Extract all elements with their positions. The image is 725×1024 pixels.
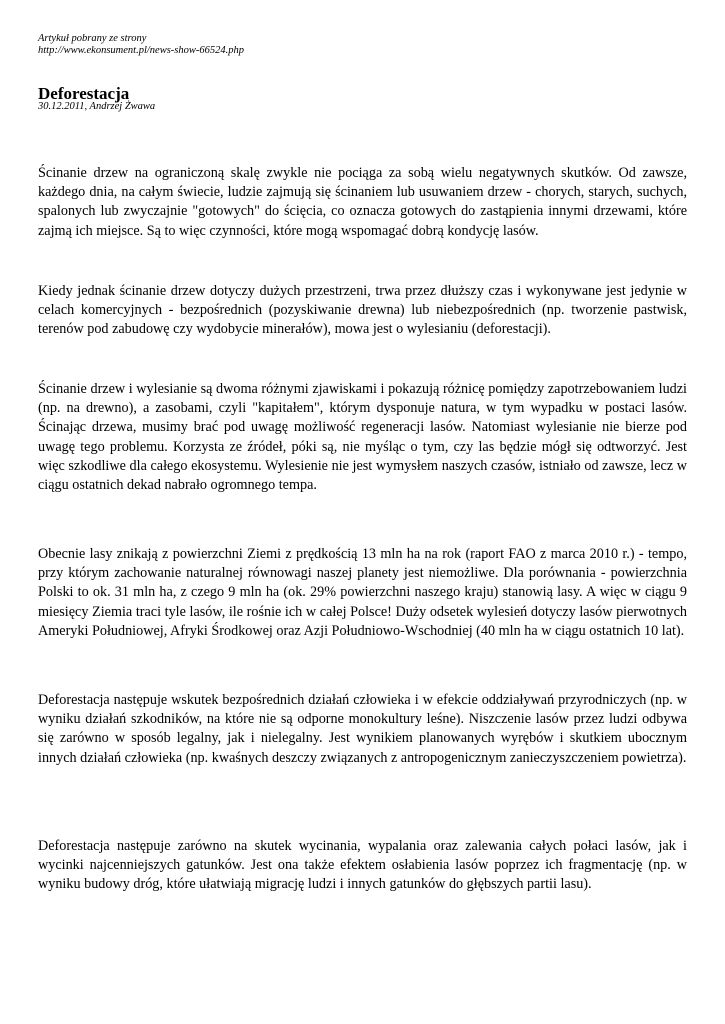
source-label: Artykuł pobrany ze strony [38,33,147,44]
article-date-author: 30.12.2011, Andrzej Żwawa [38,101,156,112]
article-paragraph-6: Deforestacja następuje zarówno na skutek wycinania, wypalania oraz zalewania całych połaci lasów, jak i wycinki najcenniejszych gatunków. Jest ona także efektem osłabienia lasów poprzez ich fragmentację (np. w wyniku budowy dróg, które ułatwiają migrację ludzi i innych gatunków do głębszych partii lasu). [38,838,687,893]
article-title: Deforestacja [38,84,130,103]
source-url: http://www.ekonsument.pl/news-show-66524.php [38,45,245,56]
source-note [38,33,244,57]
article-paragraph-3: Ścinanie drzew i wylesianie są dwoma różnymi zjawiskami i pokazują różnicę pomiędzy zapotrzebowaniem ludzi (np. na drewno), a zasobami, czyli "kapitałem", którym dysponuje natura, w tym wypadku w postaci lasów. Ścinając drzewa, musimy brać pod uwagę możliwość regeneracji lasów. Natomiast wylesianie nie bierze pod uwagę tego problemu. Korzysta ze źródeł, póki są, nie myśląc o tym, czy las będzie mógł się odtworzyć. Jest więc szkodliwe dla całego ekosystemu. Wylesienie nie jest wymysłem naszych czasów, istniało od zawsze, lecz w ciągu ostatnich dekad nabrało ogromnego tempa. [38,381,687,494]
article-paragraph-1: Ścinanie drzew na ograniczoną skalę zwykle nie pociąga za sobą wielu negatywnych skutków. Od zawsze, każdego dnia, na całym świecie, ludzie zajmują się ścinaniem lub usuwaniem drzew - chorych, starych, suchych, spalonych lub zwyczajnie "gotowych" do ścięcia, co oznacza gotowych do zastąpienia innymi drzewami, które zajmą ich miejsce. Są to więc czynności, które mogą wspomagać dobrą kondycję lasów. [38,165,687,239]
article-paragraph-5: Deforestacja następuje wskutek bezpośrednich działań człowieka i w efekcie oddziaływań przyrodniczych (np. w wyniku działań szkodników, na które nie są odporne monokultury leśne). Niszczenie lasów przez ludzi odbywa się zarówno w sposób legalny, jak i nielegalny. Jest wynikiem planowanych wyrębów i skutkiem ubocznym innych działań człowieka (np. kwaśnych deszczy związanych z antropogenicznym zanieczyszczeniem powietrza). [38,692,687,766]
article-paragraph-4: Obecnie lasy znikają z powierzchni Ziemi z prędkością 13 mln ha na rok (raport FAO z marca 2010 r.) - tempo, przy którym zachowanie naturalnej równowagi naszej planety jest niemożliwe. Dla porównania - powierzchnia Polski to ok. 31 mln ha, z czego 9 mln ha (ok. 29% powierzchni naszego kraju) stanowią lasy. A więc w ciągu 9 miesięcy Ziemia traci tyle lasów, ile rośnie ich w całej Polsce! Duży odsetek wylesień dotyczy lasów pierwotnych Ameryki Południowej, Afryki Środkowej oraz Azji Południowo-Wschodniej (40 mln ha w ciągu ostatnich 10 lat). [38,546,687,639]
article-paragraph-2: Kiedy jednak ścinanie drzew dotyczy dużych przestrzeni, trwa przez dłuższy czas i wykonywane jest jedynie w celach komercyjnych - bezpośrednich (pozyskiwanie drewna) lub niebezpośrednich (np. tworzenie pastwisk, terenów pod zabudowę czy wydobycie minerałów), mowa jest o wylesianiu (deforestacji). [38,283,687,338]
